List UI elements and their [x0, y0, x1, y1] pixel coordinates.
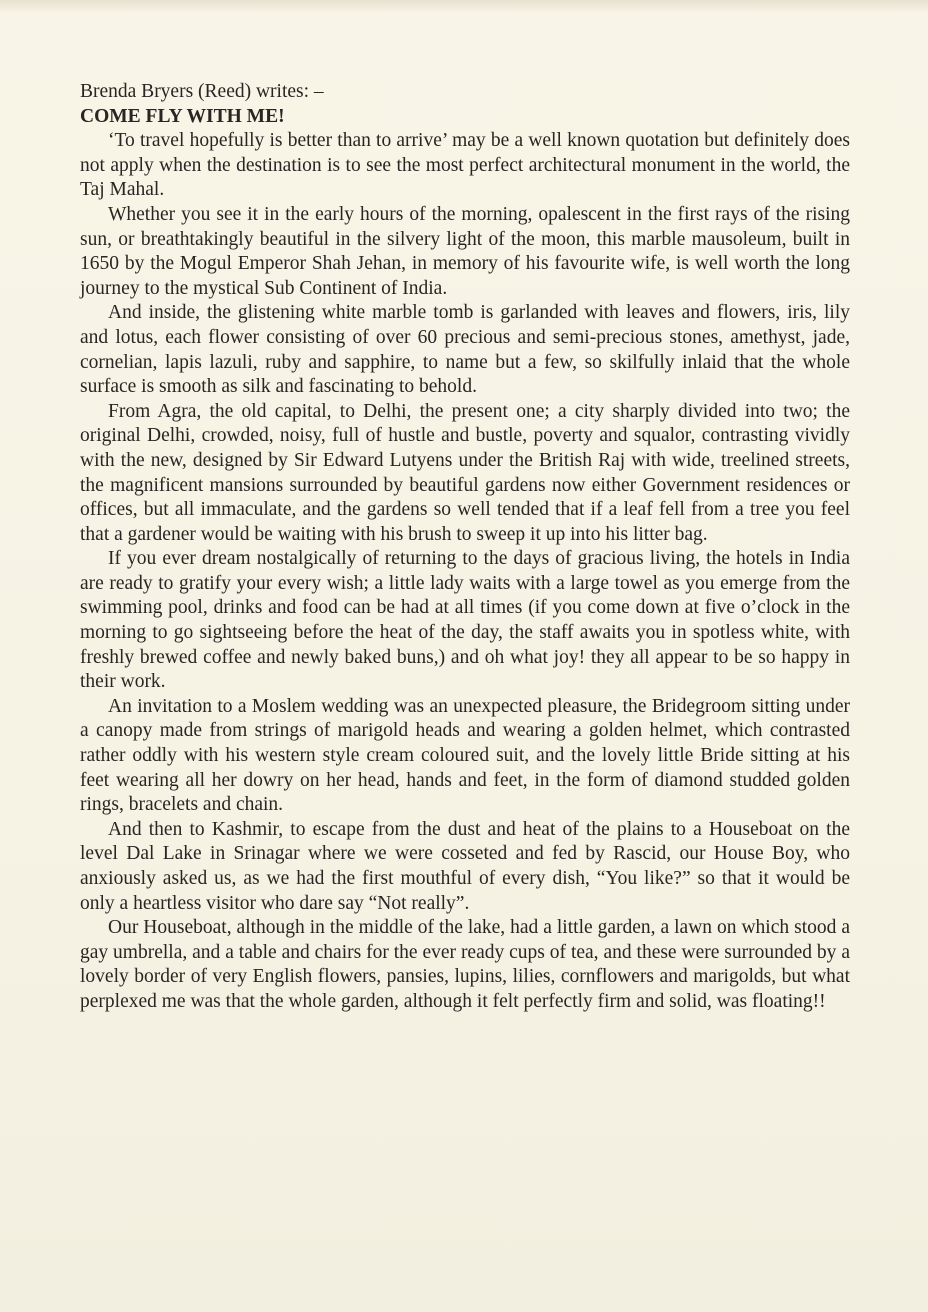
article-paragraph-1: ‘To travel hopefully is better than to arrive’ may be a well known quotation but definitely does not apply when the destination is to see the most perfect architectural monument in the world, the Taj Mahal.	[80, 130, 850, 201]
article-paragraph-6: An invitation to a Moslem wedding was an unexpected pleasure, the Bridegroom sitting under a canopy made from strings of marigold heads and wearing a golden helmet, which contrasted rather oddly with his western style cream coloured suit, and the lovely little Bride sitting at his feet wearing all her dowry on her head, hands and feet, in the form of diamond studded golden rings, bracelets and chain.	[80, 695, 850, 816]
article-paragraph-3: And inside, the glistening white marble tomb is garlanded with leaves and flowers, iris, lily and lotus, each flower consisting of over 60 precious and semi-precious stones, amethyst, jade, cornelian, lapis lazuli, ruby and sapphire, to name but a few, so skilfully inlaid that the whole surface is smooth as silk and fascinating to behold.	[80, 302, 850, 398]
article-paragraph-7: And then to Kashmir, to escape from the dust and heat of the plains to a Houseboat on the level Dal Lake in Srinagar where we were cosseted and fed by Rascid, our House Boy, who anxiously asked us, as we had the first mouthful of every dish, “You like?” so that it would be only a heartless visitor who dare say “Not really”.	[80, 818, 850, 914]
article-byline: Brenda Bryers (Reed) writes: –	[80, 81, 324, 102]
article-paragraph-5: If you ever dream nostalgically of returning to the days of gracious living, the hotels in India are ready to gratify your every wish; a little lady waits with a large towel as you emerge from the swimming pool, drinks and food can be had at all times (if you come down at five o’clock in the morning to go sightseeing before the heat of the day, the staff awaits you in spotless white, with freshly brewed coffee and newly baked buns,) and oh what joy! they all appear to be so happy in their work.	[80, 548, 850, 693]
article-heading: COME FLY WITH ME!	[80, 105, 285, 127]
article-paragraph-2: Whether you see it in the early hours of the morning, opalescent in the first rays of the rising sun, or breathtakingly beautiful in the silvery light of the moon, this marble mausoleum, built in 1650 by the Mogul Emperor Shah Jehan, in memory of his favourite wife, is well worth the long journey to the mystical Sub Continent of India.	[80, 203, 850, 299]
article	[80, 80, 850, 1015]
page-edge-shadow	[0, 0, 928, 14]
article-paragraph-4: From Agra, the old capital, to Delhi, the present one; a city sharply divided into two; the original Delhi, crowded, noisy, full of hustle and bustle, poverty and squalor, contrasting vividly with the new, designed by Sir Edward Lutyens under the British Raj with wide, treelined streets, the magnificent mansions surrounded by beautiful gardens now either Government residences or offices, but all immaculate, and the gardens so well tended that if a leaf fell from a tree you feel that a gardener would be waiting with his brush to sweep it up into his litter bag.	[80, 400, 850, 545]
article-paragraph-8: Our Houseboat, although in the middle of the lake, had a little garden, a lawn on which stood a gay umbrella, and a table and chairs for the ever ready cups of tea, and these were surrounded by a lovely border of very English flowers, pansies, lupins, lilies, cornflowers and marigolds, but what perplexed me was that the whole garden, although it felt perfectly firm and solid, was floating!!	[80, 917, 850, 1012]
